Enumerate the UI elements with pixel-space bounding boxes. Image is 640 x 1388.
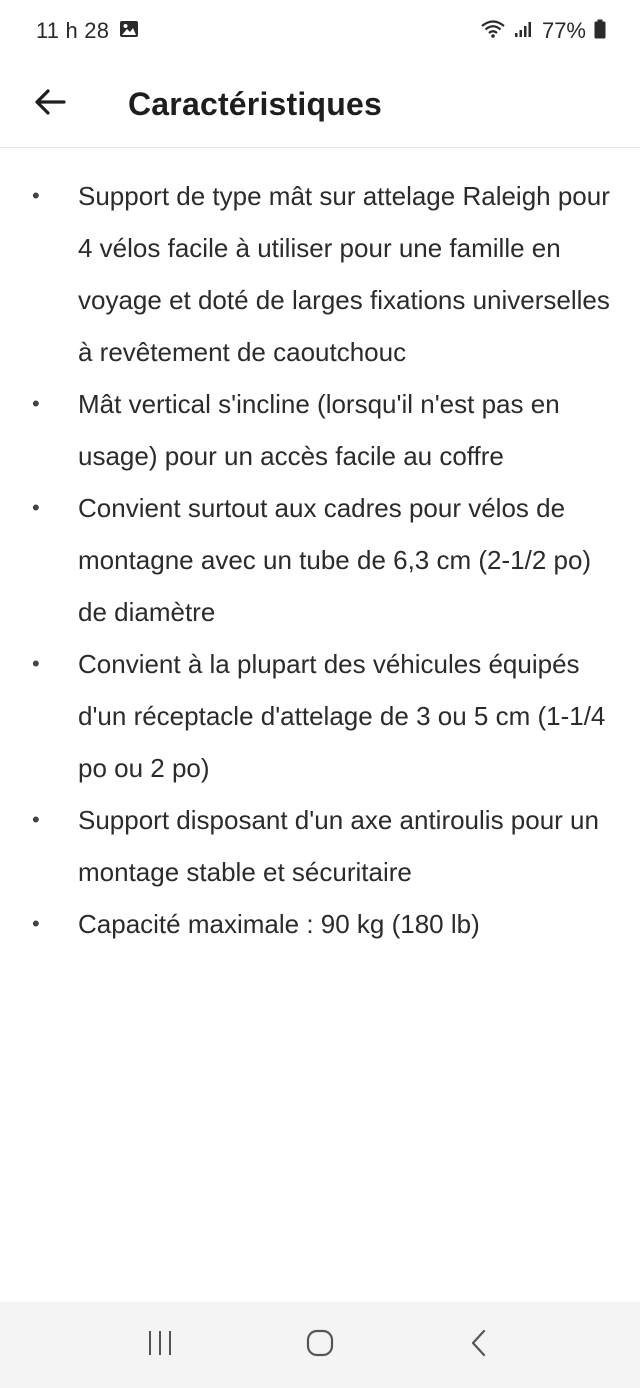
- status-time: 11 h 28: [36, 18, 110, 43]
- recent-apps-icon: [145, 1328, 175, 1363]
- wifi-icon: [480, 19, 506, 44]
- feature-text: Capacité maximale : 90 kg (180 lb): [78, 909, 480, 939]
- bullet-icon: •: [32, 183, 40, 208]
- status-left: [36, 18, 139, 44]
- feature-item: [32, 482, 618, 638]
- bullet-icon: •: [32, 807, 40, 832]
- bullet-icon: •: [32, 651, 40, 676]
- back-icon: [465, 1328, 495, 1363]
- back-button[interactable]: [18, 73, 82, 137]
- bullet-icon: •: [32, 391, 40, 416]
- status-bar: [0, 0, 640, 62]
- arrow-left-icon: [33, 88, 67, 121]
- gallery-icon: [119, 20, 139, 43]
- recent-apps-button[interactable]: [120, 1315, 200, 1375]
- home-button[interactable]: [280, 1315, 360, 1375]
- system-nav-bar: [0, 1302, 640, 1388]
- feature-text: Convient à la plupart des véhicules équipés d'un réceptacle d'attelage de 3 ou 5 cm (1-1/4 po ou 2 po): [78, 649, 606, 783]
- home-icon: [305, 1328, 335, 1363]
- battery-percentage: 77%: [541, 18, 586, 43]
- feature-text: Convient surtout aux cadres pour vélos de montagne avec un tube de 6,3 cm (2-1/2 po) de diamètre: [78, 493, 592, 627]
- bullet-icon: •: [32, 495, 40, 520]
- feature-item: [32, 378, 618, 482]
- feature-text: Support disposant d'un axe antiroulis pour un montage stable et sécuritaire: [78, 805, 599, 887]
- feature-text: Mât vertical s'incline (lorsqu'il n'est pas en usage) pour un accès facile au coffre: [78, 389, 560, 471]
- feature-item: [32, 794, 618, 898]
- system-back-button[interactable]: [440, 1315, 520, 1375]
- feature-item: [32, 638, 618, 794]
- status-right: [480, 18, 606, 44]
- bullet-icon: •: [32, 911, 40, 936]
- page-title: Caractéristiques: [128, 86, 382, 122]
- features-list: [0, 170, 640, 950]
- battery-icon: [594, 19, 606, 44]
- signal-icon: [514, 20, 534, 43]
- feature-text: Support de type mât sur attelage Raleigh pour 4 vélos facile à utiliser pour une famille en voyage et doté de larges fixations universelles à revêtement de caoutchouc: [78, 181, 610, 367]
- app-header: [0, 62, 640, 148]
- feature-item: [32, 170, 618, 378]
- feature-item: [32, 898, 618, 950]
